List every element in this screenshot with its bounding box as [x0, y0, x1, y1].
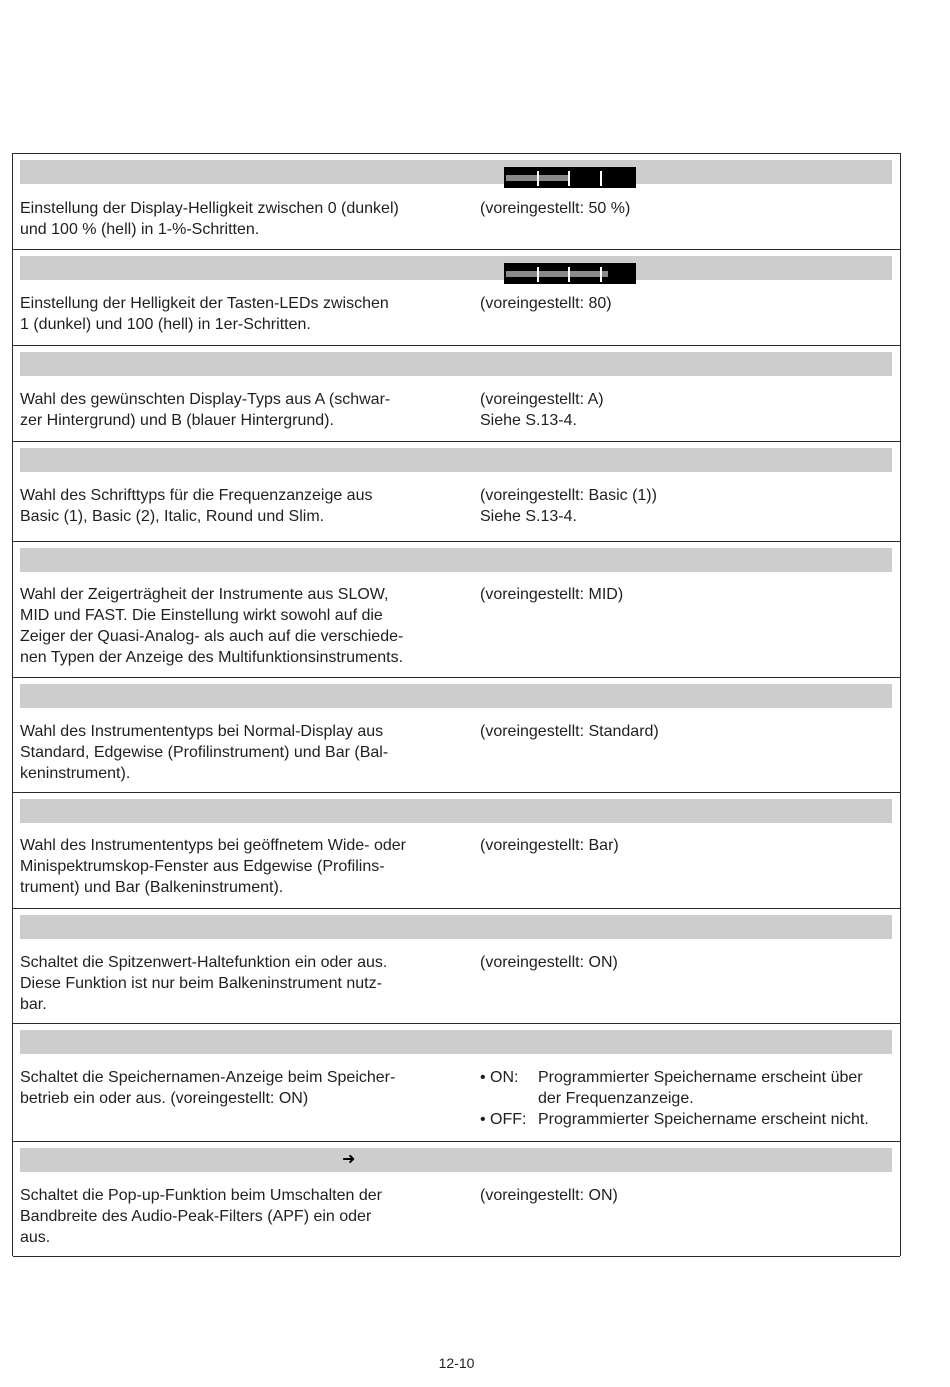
section-header-bar [20, 799, 892, 823]
description-line: Standard, Edgewise (Profilinstrument) und Bar (Bal- [20, 744, 389, 761]
default-value-line: Siehe S.13-4. [480, 412, 577, 429]
section-header-bar [20, 448, 892, 472]
option-off [480, 1109, 896, 1130]
section-header-bar [20, 684, 892, 708]
default-value-line: (voreingestellt: Basic (1)) [480, 487, 657, 504]
section-description [20, 198, 435, 240]
option-text: Programmierter Speichername erscheint über [538, 1069, 863, 1086]
description-line: trument) und Bar (Balkeninstrument). [20, 879, 284, 896]
section-description [20, 1067, 435, 1109]
description-line: Schaltet die Spitzenwert-Haltefunktion ein oder aus. [20, 954, 388, 971]
section-description [20, 389, 435, 431]
section-description [20, 584, 435, 668]
section-header-bar [20, 256, 892, 280]
default-value-line: (voreingestellt: ON) [480, 954, 618, 971]
description-line: Basic (1), Basic (2), Italic, Round und Slim. [20, 508, 325, 525]
description-line: Einstellung der Display-Helligkeit zwischen 0 (dunkel) [20, 200, 399, 217]
section-default-value [480, 485, 894, 527]
default-value-line: (voreingestellt: 50 %) [480, 200, 631, 217]
section-description [20, 293, 435, 335]
description-line: Wahl des gewünschten Display-Typs aus A (schwar- [20, 391, 391, 408]
section-default-value [480, 721, 894, 742]
default-value-line: (voreingestellt: ON) [480, 1187, 618, 1204]
description-line: 1 (dunkel) und 100 (hell) in 1er-Schritten. [20, 316, 311, 333]
section-default-value [480, 389, 894, 431]
description-line: Wahl des Schrifttyps für die Frequenzanzeige aus [20, 487, 373, 504]
meter-fill [506, 271, 608, 277]
section-description [20, 485, 435, 527]
section-default-value [480, 835, 894, 856]
description-line: Zeiger der Quasi-Analog- als auch auf die verschiede- [20, 628, 404, 645]
description-line: Wahl der Zeigerträgheit der Instrumente aus SLOW, [20, 586, 389, 603]
option-key: • OFF: [480, 1111, 527, 1128]
description-line: aus. [20, 1229, 51, 1246]
section-meter-response [13, 542, 900, 678]
meter-tick [600, 171, 602, 186]
section-font-type [13, 442, 900, 542]
description-line: und 100 % (hell) in 1-%-Schritten. [20, 221, 260, 238]
section-default-value [480, 293, 894, 314]
description-line: Wahl des Instrumententyps bei geöffnetem Wide- oder [20, 837, 406, 854]
brightness-meter-icon [504, 167, 636, 188]
description-line: Schaltet die Pop-up-Funktion beim Umschalten der [20, 1187, 382, 1204]
section-default-value [480, 952, 894, 973]
section-default-value [480, 584, 894, 605]
default-value-line: (voreingestellt: A) [480, 391, 604, 408]
description-line: bar. [20, 996, 47, 1013]
meter-tick [568, 171, 570, 186]
description-line: Wahl des Instrumententyps bei Normal-Display aus [20, 723, 384, 740]
meter-tick [537, 267, 539, 282]
description-line: zer Hintergrund) und B (blauer Hintergrund). [20, 412, 334, 429]
section-header-bar [20, 1148, 892, 1172]
description-line: MID und FAST. Die Einstellung wirkt sowohl auf die [20, 607, 383, 624]
section-meter-type-wide [13, 793, 900, 909]
section-apf-popup [13, 1142, 900, 1257]
section-header-bar [20, 352, 892, 376]
section-header-bar [20, 915, 892, 939]
section-key-led-brightness [13, 250, 900, 346]
meter-tick [537, 171, 539, 186]
option-key: • ON: [480, 1069, 519, 1086]
section-description [20, 1185, 435, 1248]
brightness-meter-icon [504, 263, 636, 284]
option-text: Programmierter Speichername erscheint nicht. [538, 1111, 869, 1128]
meter-tick [568, 267, 570, 282]
section-header-bar [20, 160, 892, 184]
default-value-line: Siehe S.13-4. [480, 508, 577, 525]
default-value-line: (voreingestellt: MID) [480, 586, 624, 603]
section-default-value [480, 1185, 894, 1206]
section-description [20, 721, 435, 784]
section-peak-hold [13, 909, 900, 1024]
option-on [480, 1067, 896, 1109]
option-text: der Frequenzanzeige. [538, 1090, 694, 1107]
description-line: nen Typen der Anzeige des Multifunktionsinstruments. [20, 649, 404, 666]
default-value-line: (voreingestellt: Standard) [480, 723, 659, 740]
settings-table [12, 153, 901, 1256]
section-display-brightness [13, 154, 900, 250]
page-number: 12-10 [438, 1355, 475, 1371]
section-default-value [480, 198, 894, 219]
option-list [480, 1067, 896, 1130]
default-value-line: (voreingestellt: 80) [480, 295, 612, 312]
description-line: keninstrument). [20, 765, 131, 782]
description-line: Bandbreite des Audio-Peak-Filters (APF) ein oder [20, 1208, 372, 1225]
section-description [20, 952, 435, 1015]
section-display-type [13, 346, 900, 442]
description-line: Schaltet die Speichernamen-Anzeige beim Speicher- [20, 1069, 396, 1086]
section-header-bar [20, 1030, 892, 1054]
arrow-right-icon: ➜ [342, 1151, 356, 1168]
default-value-line: (voreingestellt: Bar) [480, 837, 619, 854]
description-line: Einstellung der Helligkeit der Tasten-LEDs zwischen [20, 295, 389, 312]
section-description [20, 835, 435, 898]
meter-tick [600, 267, 602, 282]
description-line: Minispektrumskop-Fenster aus Edgewise (Profilins- [20, 858, 385, 875]
section-memory-name [13, 1024, 900, 1142]
section-header-bar [20, 548, 892, 572]
description-line: Diese Funktion ist nur beim Balkeninstrument nutz- [20, 975, 382, 992]
description-line: betrieb ein oder aus. (voreingestellt: ON) [20, 1090, 309, 1107]
section-meter-type-normal [13, 678, 900, 793]
